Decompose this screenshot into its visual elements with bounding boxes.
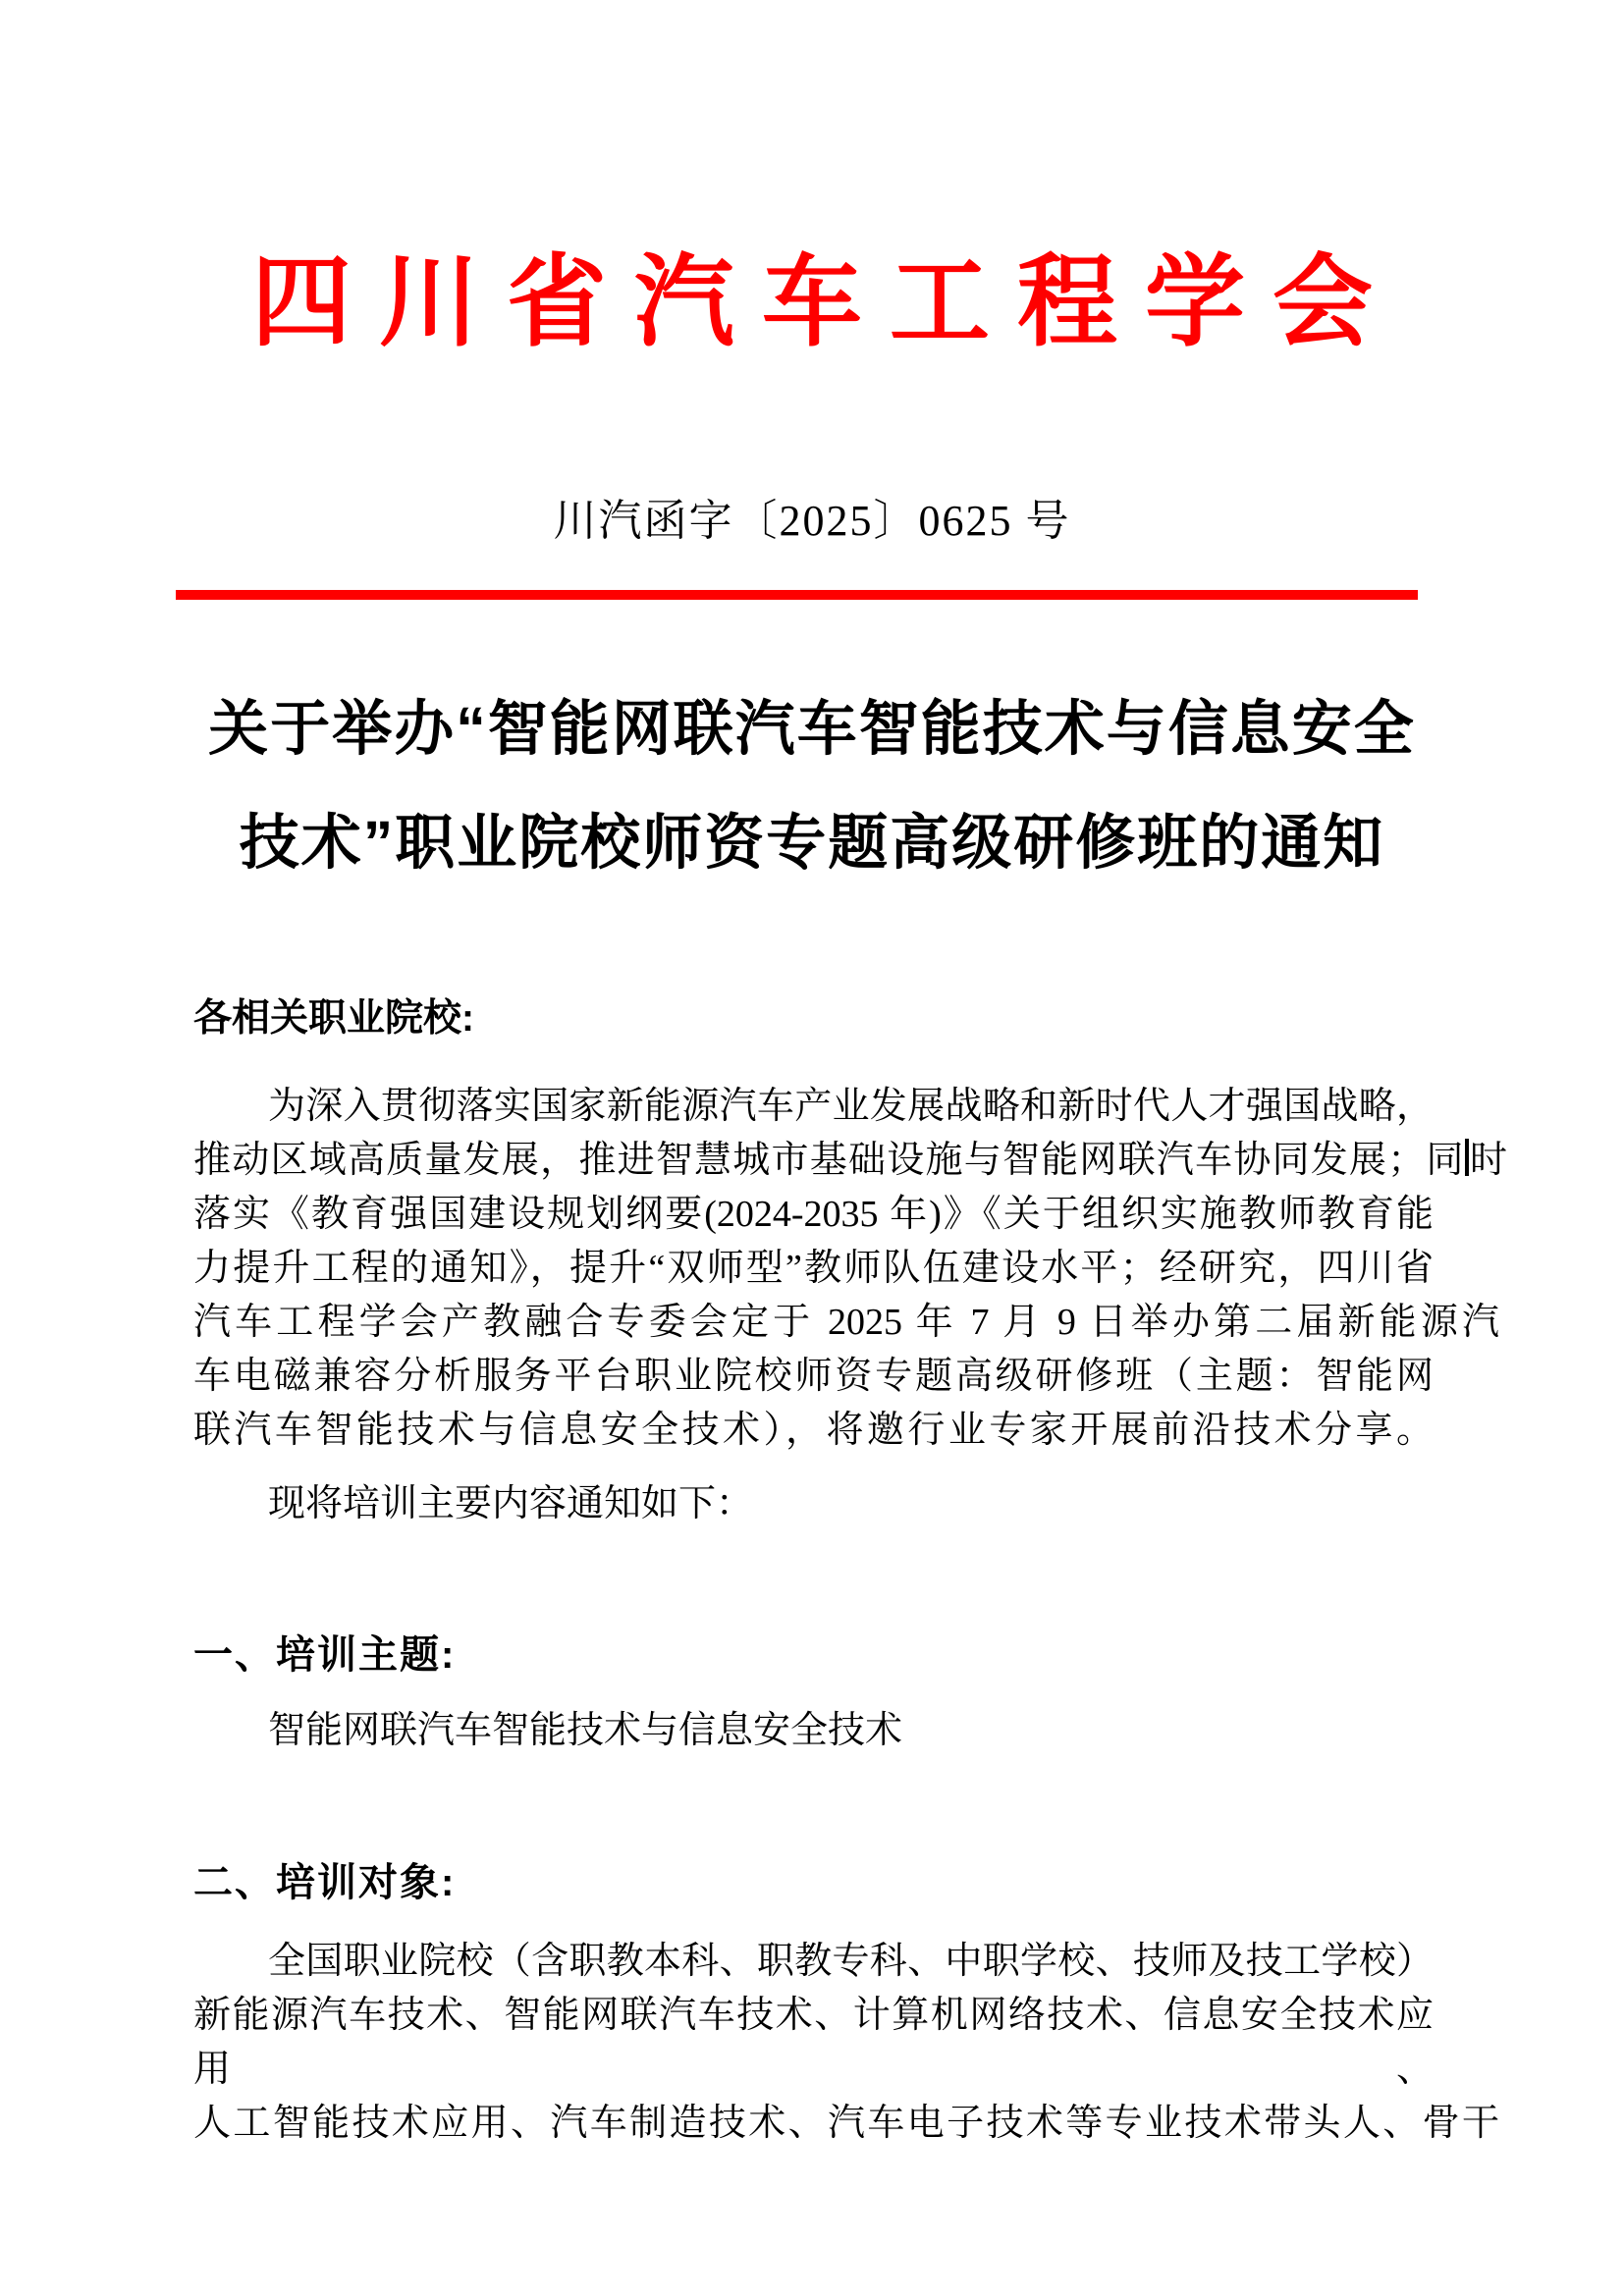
paragraph-text: 推动区域高质量发展，推进智慧城市基础设施与智能网联汽车协同发展；同 [193,1140,1465,1181]
notice-title [0,671,1624,899]
paragraph-line: 联汽车智能技术与信息安全技术），将邀行业专家开展前沿技术分享。 [193,1410,1434,1451]
paragraph-line: 为深入贯彻落实国家新能源汽车产业发展战略和新时代人才强国战略， [268,1086,1434,1127]
doc-number: 川汽函字〔2025〕0625 号 [553,497,1071,545]
section-2-content-line: 全国职业院校（含职教本科、职教专科、中职学校、技师及技工学校） [268,1941,1434,1982]
paragraph-line [193,1134,1507,1188]
red-divider-line [176,590,1418,600]
notice-title-line-2: 技术”职业院校师资专题高级研修班的通知 [239,809,1385,876]
paragraph-line: 力提升工程的通知》，提升“双师型”教师队伍建设水平；经研究，四川省 [193,1248,1434,1289]
section-2-content-line: 人工智能技术应用、汽车制造技术、汽车电子技术等专业技术带头人、骨干 [193,2103,1499,2144]
paragraph-1 [193,1080,1507,1458]
section-1-heading: 一、培训主题: [193,1633,457,1677]
org-title: 四川省汽车工程学会 [251,246,1400,358]
section-2-content [193,1935,1499,2151]
paragraph-2: 现将培训主要内容通知如下： [268,1483,754,1524]
paragraph-line: 落实《教育强国建设规划纲要(2024-2035 年)》《关于组织实施教师教育能 [193,1194,1434,1235]
section-2-heading: 二、培训对象: [193,1861,457,1904]
paragraph-text: 时 [1468,1140,1507,1181]
section-2-content-line: 新能源汽车技术、智能网联汽车技术、计算机网络技术、信息安全技术应用、 [193,1995,1434,2090]
notice-title-line-1: 关于举办“智能网联汽车智能技术与信息安全 [208,695,1416,762]
paragraph-line: 车电磁兼容分析服务平台职业院校师资专题高级研修班（主题：智能网 [193,1356,1434,1397]
paragraph-line: 汽车工程学会产教融合专委会定于 2025 年 7 月 9 日举办第二届新能源汽 [193,1302,1499,1343]
section-1-content: 智能网联汽车智能技术与信息安全技术 [268,1710,903,1751]
salutation: 各相关职业院校: [193,997,474,1040]
